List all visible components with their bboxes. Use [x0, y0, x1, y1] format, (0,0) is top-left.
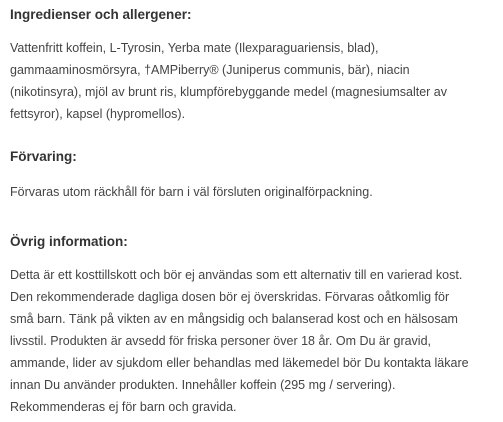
other-info-line: ammande, lider av sjukdom eller behandlas med läkemedel bör Du kontakta läkare [10, 356, 469, 370]
ingredients-line: Vattenfritt koffein, L-Tyrosin, Yerba mate (Ilexparaguariensis, blad), [10, 41, 379, 55]
other-info-line: Den rekommenderade dagliga dosen bör ej överskridas. Förvaras oåtkomlig för [10, 290, 450, 304]
other-info-heading: Övrig information: [10, 234, 128, 249]
other-info-line: små barn. Tänk på vikten av en mångsidig och balanserad kost och en hälsosam [10, 312, 458, 326]
storage-text [10, 181, 373, 203]
other-info-text [10, 264, 469, 418]
other-info-line: Detta är ett kosttillskott och bör ej användas som ett alternativ till en varierad kost. [10, 268, 463, 282]
ingredients-heading: Ingredienser och allergener: [10, 7, 192, 22]
other-info-line: innan Du använder produkten. Innehåller koffein (295 mg / servering). [10, 378, 396, 392]
ingredients-text [10, 37, 447, 125]
other-info-line: livsstil. Produkten är avsedd för friska personer över 18 år. Om Du är gravid, [10, 334, 432, 348]
other-info-line: Rekommenderas ej för barn och gravida. [10, 400, 237, 414]
storage-line: Förvaras utom räckhåll för barn i väl försluten originalförpackning. [10, 185, 373, 199]
ingredients-line: gammaaminosmörsyra, †AMPiberry® (Juniperus communis, bär), niacin [10, 63, 410, 77]
ingredients-line: fettsyror), kapsel (hypromellos). [10, 107, 186, 121]
storage-heading: Förvaring: [10, 149, 77, 164]
ingredients-line: (nikotinsyra), mjöl av brunt ris, klumpförebyggande medel (magnesiumsalter av [10, 85, 447, 99]
